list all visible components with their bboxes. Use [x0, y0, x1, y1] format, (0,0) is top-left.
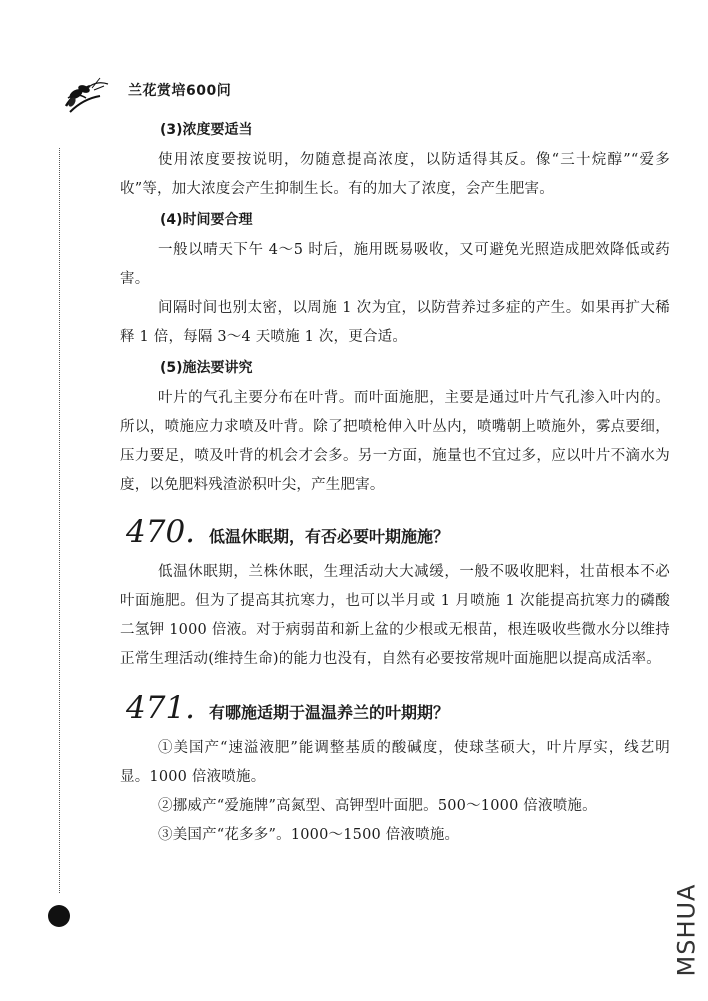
orchid-icon	[60, 68, 120, 128]
question-heading-470	[120, 514, 670, 550]
running-header-title: 兰花赏培600问	[128, 83, 232, 99]
answer-text-470: 低温休眠期，兰株休眠，生理活动大大减缓，一般不吸收肥料，壮苗根本不必叶面施肥。但为了提高其抗寒力，也可以半月或 1 月喷施 1 次能提高抗寒力的磷酸二氢钾 1000 倍液。对于病弱苗和新上盆的少根或无根苗，根连吸收些微水分以维持正常生理活动(维持生命)的能力也没有，自然有必要按常规叶面施肥以提高成活率。	[120, 564, 670, 667]
section-text-4b: 间隔时间也别太密，以周施 1 次为宜，以防营养过多症的产生。如果再扩大稀释 1 倍，每隔 3～4 天喷施 1 次，更合适。	[120, 300, 670, 345]
question-title: 有哪施适期于温温养兰的叶期期？	[209, 703, 450, 722]
section-text-3: 使用浓度要按说明，勿随意提高浓度，以防适得其反。像“三十烷醇”“爱多收”等，加大浓度会产生抑制生长。有的加大了浓度，会产生肥害。	[120, 152, 670, 197]
watermark-text: MSHUA	[672, 883, 701, 977]
section-text-4a: 一般以晴天下午 4～5 时后，施用既易吸收，又可避免光照造成肥效降低或药害。	[120, 242, 670, 287]
section-heading-5: (5)施法要讲究	[160, 360, 253, 376]
section-heading-4: (4)时间要合理	[160, 212, 253, 228]
watermark	[664, 868, 708, 992]
answer-item-1: ①美国产“速溢液肥”能调整基质的酸碱度，使球茎硕大，叶片厚实，线艺明显。1000 倍液喷施。	[120, 740, 670, 785]
question-number: 471.	[126, 690, 196, 726]
page-body	[120, 118, 670, 850]
margin-dotted-rule	[59, 148, 60, 893]
question-number: 470.	[126, 514, 196, 550]
answer-item-2: ②挪威产“爱施牌”高氮型、高钾型叶面肥。500～1000 倍液喷施。	[158, 798, 597, 814]
question-heading-471	[120, 690, 670, 726]
section-text-5: 叶片的气孔主要分布在叶背。而叶面施肥，主要是通过叶片气孔渗入叶内的。所以，喷施应力求喷及叶背。除了把喷枪伸入叶丛内，喷嘴朝上喷施外，雾点要细，压力要足，喷及叶背的机会才会多。另一方面，施量也不宜过多，应以叶片不滴水为度，以免肥料残渣淤积叶尖，产生肥害。	[120, 390, 670, 493]
margin-bullet	[48, 905, 70, 927]
section-heading-3: (3)浓度要适当	[160, 122, 253, 138]
answer-item-3: ③美国产“花多多”。1000～1500 倍液喷施。	[158, 827, 460, 843]
question-title: 低温休眠期，有否必要叶期施施？	[209, 527, 450, 546]
